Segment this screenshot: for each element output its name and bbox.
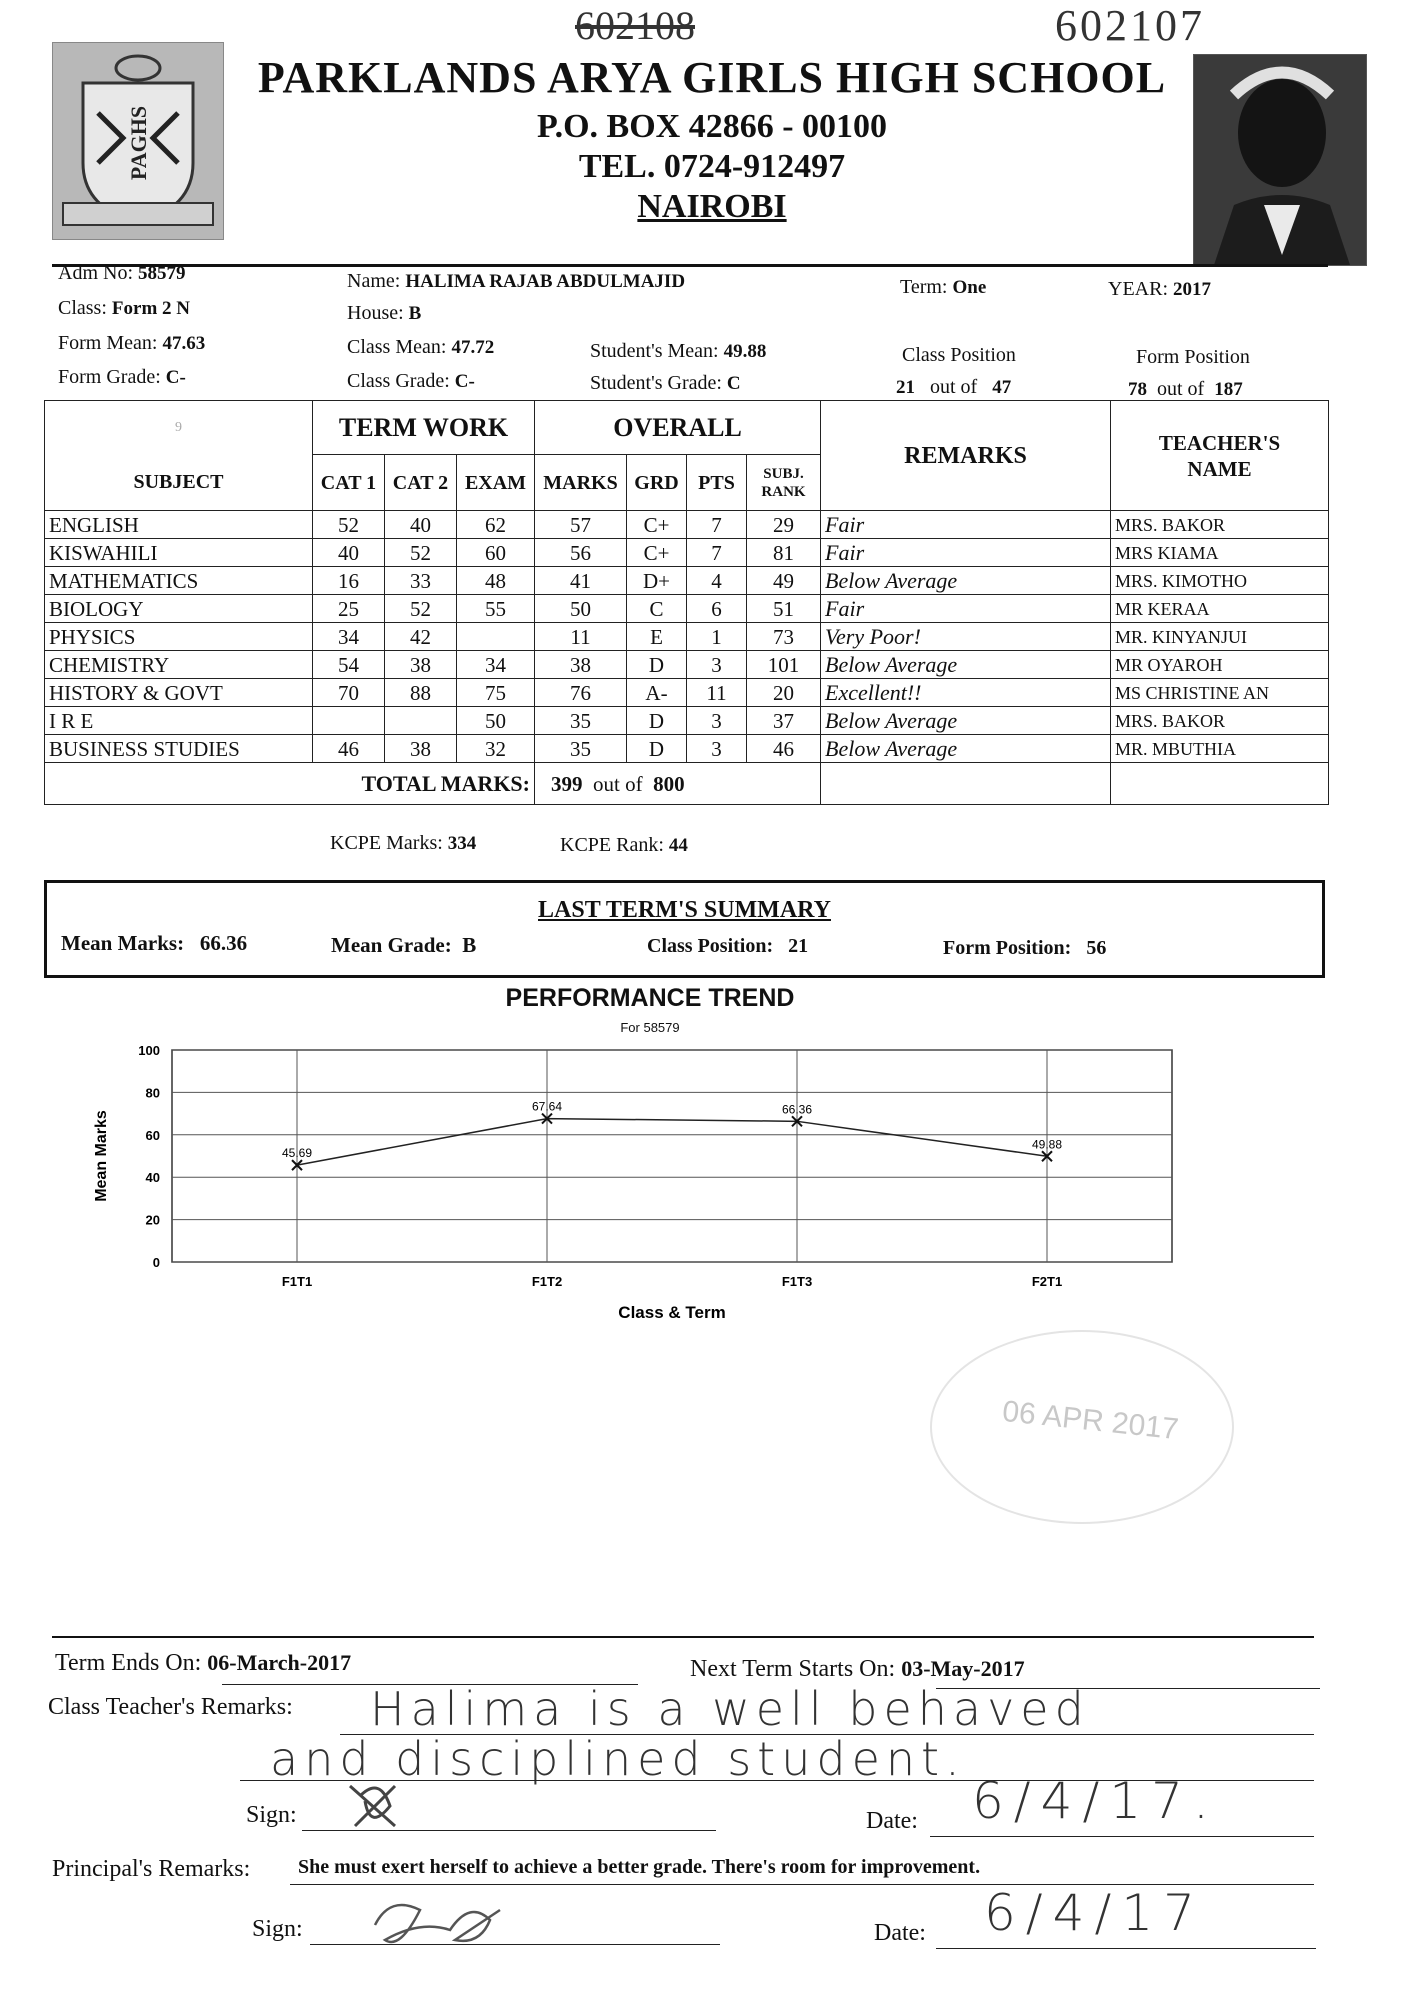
teacher-sign-label: Sign: — [246, 1802, 297, 1828]
adm-no-value: 58579 — [138, 263, 186, 284]
data-label: 66.36 — [781, 1102, 813, 1117]
cell-marks: 35 — [535, 735, 627, 763]
cell-rank: 37 — [747, 707, 821, 735]
cell-cat2: 40 — [385, 511, 457, 539]
header-divider — [52, 264, 1328, 267]
data-label: 49.88 — [1031, 1137, 1063, 1152]
last-term-summary-box — [44, 880, 1325, 978]
kcpe-marks-value: 334 — [447, 833, 477, 854]
series-line — [297, 1119, 1047, 1166]
form-position-number: 78 — [1128, 379, 1147, 400]
cell-exam: 60 — [457, 539, 535, 567]
student-grade-field — [590, 372, 741, 395]
y-tick-label: 0 — [152, 1255, 160, 1270]
cell-marks: 56 — [535, 539, 627, 567]
table-row — [45, 595, 1329, 623]
term-work-header: TERM WORK — [313, 401, 535, 455]
form-position-label: Form Position: — [943, 937, 1072, 959]
teacher-date-label: Date: — [866, 1808, 918, 1834]
form-mean-label: Form Mean: — [58, 332, 158, 354]
cell-teacher: MRS KIAMA — [1111, 539, 1329, 567]
subject-rank-header — [747, 455, 821, 511]
student-name-value: HALIMA RAJAB ABDULMAJID — [405, 271, 686, 292]
cell-cat2: 88 — [385, 679, 457, 707]
total-teacher-cell — [1111, 763, 1329, 805]
table-row — [45, 651, 1329, 679]
cell-grd: C+ — [627, 539, 687, 567]
term-ends-field — [55, 1650, 351, 1677]
teacher-header-line2: NAME — [1187, 456, 1252, 481]
cat1-header: CAT 1 — [313, 455, 385, 511]
next-term-value: 03-May-2017 — [901, 1656, 1025, 1681]
exam-header: EXAM — [457, 455, 535, 511]
cat2-header: CAT 2 — [385, 455, 457, 511]
last-term-form-position — [943, 937, 1106, 960]
marks-table-body — [45, 511, 1329, 763]
cell-teacher: MRS. KIMOTHO — [1111, 567, 1329, 595]
cell-teacher: MR. KINYANJUI — [1111, 623, 1329, 651]
kcpe-marks-label: KCPE Marks: — [330, 832, 443, 854]
class-teacher-remarks-label: Class Teacher's Remarks: — [48, 1694, 293, 1720]
class-position-label: Class Position: — [647, 935, 774, 957]
cell-exam: 32 — [457, 735, 535, 763]
cell-exam: 55 — [457, 595, 535, 623]
cell-pts: 7 — [687, 511, 747, 539]
student-name-field — [347, 270, 685, 293]
principal-date-value: 6/4/17 — [984, 1884, 1205, 1942]
cell-cat2: 33 — [385, 567, 457, 595]
y-tick-label: 20 — [145, 1212, 160, 1228]
x-axis-label: Class & Term — [618, 1303, 726, 1320]
cell-rank: 73 — [747, 623, 821, 651]
class-label: Class: — [58, 297, 107, 319]
principal-date-underline — [936, 1948, 1316, 1949]
class-teacher-remark-line1: Halima is a well behaved — [370, 1682, 1090, 1736]
cell-cat1: 52 — [313, 511, 385, 539]
cell-rank: 101 — [747, 651, 821, 679]
class-position-value: 21 — [788, 935, 809, 957]
form-mean-value: 47.63 — [162, 333, 206, 354]
school-telephone: TEL. 0724-912497 — [578, 148, 846, 185]
subject-rank-line2: RANK — [761, 483, 806, 500]
table-row — [45, 679, 1329, 707]
cell-subject: PHYSICS — [45, 623, 313, 651]
total-marks-value — [535, 763, 821, 805]
student-photo — [1193, 54, 1367, 266]
cell-exam: 48 — [457, 567, 535, 595]
cell-remark: Fair — [821, 511, 1111, 539]
total-max: 800 — [653, 771, 685, 796]
chart-title: PERFORMANCE TREND — [505, 984, 795, 1012]
kcpe-rank-label: KCPE Rank: — [560, 834, 664, 856]
cell-marks: 57 — [535, 511, 627, 539]
cell-exam — [457, 623, 535, 651]
cell-rank: 20 — [747, 679, 821, 707]
mean-marks-value: 66.36 — [199, 931, 248, 955]
total-value: 399 — [551, 771, 583, 796]
table-row — [45, 707, 1329, 735]
student-name-label: Name: — [347, 270, 401, 292]
x-tick-label: F1T1 — [281, 1274, 313, 1289]
class-position-number: 21 — [896, 377, 915, 398]
cell-marks: 11 — [535, 623, 627, 651]
cell-pts: 7 — [687, 539, 747, 567]
teacher-date-value: 6/4/17. — [972, 1772, 1219, 1830]
cell-subject: BIOLOGY — [45, 595, 313, 623]
cell-remark: Below Average — [821, 651, 1111, 679]
table-row — [45, 511, 1329, 539]
chart-plot-area — [172, 1050, 1172, 1262]
school-po-box: P.O. BOX 42866 - 00100 — [536, 108, 888, 145]
y-tick-label: 60 — [145, 1127, 160, 1143]
last-term-mean-grade — [331, 933, 476, 958]
class-mean-field — [347, 336, 494, 359]
class-teacher-remark-line2: and disciplined student. — [270, 1732, 966, 1786]
cell-pts: 3 — [687, 651, 747, 679]
principal-remarks-label: Principal's Remarks: — [52, 1856, 251, 1882]
cell-pts: 11 — [687, 679, 747, 707]
cell-subject: CHEMISTRY — [45, 651, 313, 679]
cell-grd: C — [627, 595, 687, 623]
principal-remarks-text: She must exert herself to achieve a better grade. There's room for improvement. — [298, 1856, 981, 1878]
class-grade-field — [347, 370, 475, 393]
cell-pts: 3 — [687, 735, 747, 763]
teacher-date-underline — [930, 1836, 1314, 1837]
class-position-value — [896, 376, 1011, 399]
teacher-header-line1: TEACHER'S — [1158, 430, 1281, 455]
principal-sign-underline — [310, 1944, 720, 1945]
out-of-text: out of — [930, 376, 978, 398]
y-tick-label: 100 — [138, 1043, 160, 1058]
term-ends-value: 06-March-2017 — [207, 1650, 352, 1675]
cell-teacher: MRS. BAKOR — [1111, 707, 1329, 735]
cell-grd: D+ — [627, 567, 687, 595]
cell-cat2: 52 — [385, 595, 457, 623]
term-ends-label: Term Ends On: — [55, 1650, 202, 1676]
cell-subject: MATHEMATICS — [45, 567, 313, 595]
chart-subtitle: For 58579 — [620, 1020, 680, 1035]
principal-date-label: Date: — [874, 1920, 926, 1946]
cell-subject: ENGLISH — [45, 511, 313, 539]
table-row — [45, 735, 1329, 763]
points-header: PTS — [687, 455, 747, 511]
cell-rank: 49 — [747, 567, 821, 595]
house-label: House: — [347, 302, 404, 324]
performance-trend-chart — [80, 1030, 1200, 1320]
last-term-class-position — [647, 935, 808, 958]
cell-subject: HISTORY & GOVT — [45, 679, 313, 707]
cell-grd: E — [627, 623, 687, 651]
house-field — [347, 302, 421, 325]
cell-remark: Very Poor! — [821, 623, 1111, 651]
cell-remark: Fair — [821, 539, 1111, 567]
data-label: 45.69 — [281, 1146, 313, 1161]
cell-cat1: 34 — [313, 623, 385, 651]
out-of-text: out of — [1157, 378, 1205, 400]
year-field — [1108, 278, 1211, 301]
teachers-name-header — [1111, 401, 1329, 511]
school-crest-logo — [52, 42, 224, 240]
class-grade-label: Class Grade: — [347, 370, 450, 392]
subject-header: SUBJECT — [45, 455, 313, 511]
cell-teacher: MR. MBUTHIA — [1111, 735, 1329, 763]
form-position-value — [1128, 378, 1243, 401]
cell-cat1: 70 — [313, 679, 385, 707]
grade-header: GRD — [627, 455, 687, 511]
cell-exam: 62 — [457, 511, 535, 539]
cell-remark: Below Average — [821, 735, 1111, 763]
svg-text:PAGHS: PAGHS — [126, 105, 151, 181]
school-city: NAIROBI — [637, 188, 787, 225]
y-tick-label: 80 — [145, 1085, 160, 1101]
cell-teacher: MR KERAA — [1111, 595, 1329, 623]
total-out-of: out of — [593, 771, 643, 796]
stray-mark: 9 — [45, 401, 313, 455]
cell-cat1: 16 — [313, 567, 385, 595]
class-field — [58, 297, 190, 320]
remarks-header: REMARKS — [821, 401, 1111, 511]
cell-grd: D — [627, 651, 687, 679]
cell-cat1: 40 — [313, 539, 385, 567]
teacher-sign-underline — [302, 1830, 716, 1831]
kcpe-rank-value: 44 — [668, 835, 688, 856]
kcpe-marks-field — [330, 832, 476, 855]
crossed-out-document-number: 602108 — [575, 3, 695, 48]
cell-cat1: 46 — [313, 735, 385, 763]
date-stamp-text: 06 APR 2017 — [1000, 1394, 1181, 1447]
x-tick-label: F2T1 — [1031, 1274, 1063, 1289]
term-field — [900, 276, 986, 299]
next-term-label: Next Term Starts On: — [690, 1656, 896, 1682]
house-value: B — [408, 303, 422, 324]
document-number: 602107 — [1055, 1, 1205, 50]
cell-grd: D — [627, 735, 687, 763]
cell-exam: 50 — [457, 707, 535, 735]
cell-subject: I R E — [45, 707, 313, 735]
x-tick-label: F1T2 — [531, 1274, 563, 1289]
cell-pts: 1 — [687, 623, 747, 651]
cell-grd: C+ — [627, 511, 687, 539]
cell-cat2: 42 — [385, 623, 457, 651]
total-marks-label: TOTAL MARKS: — [45, 763, 535, 805]
cell-rank: 46 — [747, 735, 821, 763]
student-mean-value: 49.88 — [723, 341, 767, 362]
principal-signature-icon — [360, 1890, 520, 1960]
cell-marks: 76 — [535, 679, 627, 707]
class-value: Form 2 N — [111, 298, 190, 319]
form-grade-label: Form Grade: — [58, 366, 161, 388]
cell-exam: 34 — [457, 651, 535, 679]
class-position-label: Class Position — [902, 344, 1016, 366]
cell-grd: A- — [627, 679, 687, 707]
class-grade-value: C- — [454, 371, 475, 392]
cell-rank: 29 — [747, 511, 821, 539]
crest-shield-icon — [53, 43, 223, 239]
cell-subject: KISWAHILI — [45, 539, 313, 567]
overall-header: OVERALL — [535, 401, 821, 455]
cell-cat2: 38 — [385, 735, 457, 763]
cell-teacher: MS CHRISTINE AN — [1111, 679, 1329, 707]
cell-marks: 50 — [535, 595, 627, 623]
cell-marks: 35 — [535, 707, 627, 735]
cell-cat2 — [385, 707, 457, 735]
form-position-label: Form Position — [1136, 346, 1250, 368]
y-tick-label: 40 — [145, 1170, 160, 1186]
form-grade-field — [58, 366, 186, 389]
cell-pts: 3 — [687, 707, 747, 735]
class-mean-label: Class Mean: — [347, 336, 447, 358]
cell-remark: Below Average — [821, 707, 1111, 735]
term-value: One — [952, 277, 987, 298]
principal-sign-label: Sign: — [252, 1916, 303, 1942]
form-mean-field — [58, 332, 205, 355]
adm-no-label: Adm No: — [58, 262, 133, 284]
cell-grd: D — [627, 707, 687, 735]
cell-subject: BUSINESS STUDIES — [45, 735, 313, 763]
student-mean-label: Student's Mean: — [590, 340, 719, 362]
cell-marks: 38 — [535, 651, 627, 679]
table-row — [45, 567, 1329, 595]
next-term-field — [690, 1656, 1025, 1683]
form-grade-value: C- — [165, 367, 186, 388]
teacher-signature-icon — [340, 1776, 420, 1836]
date-stamp — [930, 1330, 1234, 1524]
footer-divider — [52, 1636, 1314, 1638]
student-mean-field — [590, 340, 766, 363]
form-total-number: 187 — [1214, 379, 1243, 400]
cell-rank: 81 — [747, 539, 821, 567]
mean-grade-label: Mean Grade: — [331, 933, 452, 957]
cell-pts: 4 — [687, 567, 747, 595]
cell-exam: 75 — [457, 679, 535, 707]
subject-rank-line1: SUBJ. — [763, 465, 804, 482]
cell-marks: 41 — [535, 567, 627, 595]
student-grade-label: Student's Grade: — [590, 372, 722, 394]
total-remarks-cell — [821, 763, 1111, 805]
data-label: 67.64 — [531, 1099, 563, 1114]
form-position-value: 56 — [1086, 937, 1107, 959]
table-row — [45, 539, 1329, 567]
last-term-summary-title: LAST TERM'S SUMMARY — [538, 897, 831, 923]
cell-rank: 51 — [747, 595, 821, 623]
cell-cat1: 25 — [313, 595, 385, 623]
year-value: 2017 — [1173, 279, 1211, 300]
term-label: Term: — [900, 276, 948, 298]
cell-cat2: 52 — [385, 539, 457, 567]
x-tick-label: F1T3 — [781, 1274, 813, 1289]
mean-grade-value: B — [462, 933, 477, 957]
cell-teacher: MR OYAROH — [1111, 651, 1329, 679]
class-total-number: 47 — [992, 377, 1012, 398]
class-mean-value: 47.72 — [451, 337, 495, 358]
cell-cat1: 54 — [313, 651, 385, 679]
school-name: PARKLANDS ARYA GIRLS HIGH SCHOOL — [257, 53, 1167, 102]
student-grade-value: C — [726, 373, 741, 394]
cell-remark: Excellent!! — [821, 679, 1111, 707]
table-row — [45, 623, 1329, 651]
kcpe-rank-field — [560, 834, 688, 857]
last-term-mean-marks — [61, 931, 247, 956]
cell-pts: 6 — [687, 595, 747, 623]
cell-teacher: MRS. BAKOR — [1111, 511, 1329, 539]
marks-header: MARKS — [535, 455, 627, 511]
year-label: YEAR: — [1108, 278, 1168, 300]
cell-remark: Below Average — [821, 567, 1111, 595]
cell-cat2: 38 — [385, 651, 457, 679]
y-axis-label: Mean Marks — [93, 1110, 110, 1202]
cell-remark: Fair — [821, 595, 1111, 623]
cell-cat1 — [313, 707, 385, 735]
adm-no-field — [58, 262, 186, 285]
mean-marks-label: Mean Marks: — [61, 931, 185, 955]
marks-table — [44, 400, 1329, 805]
